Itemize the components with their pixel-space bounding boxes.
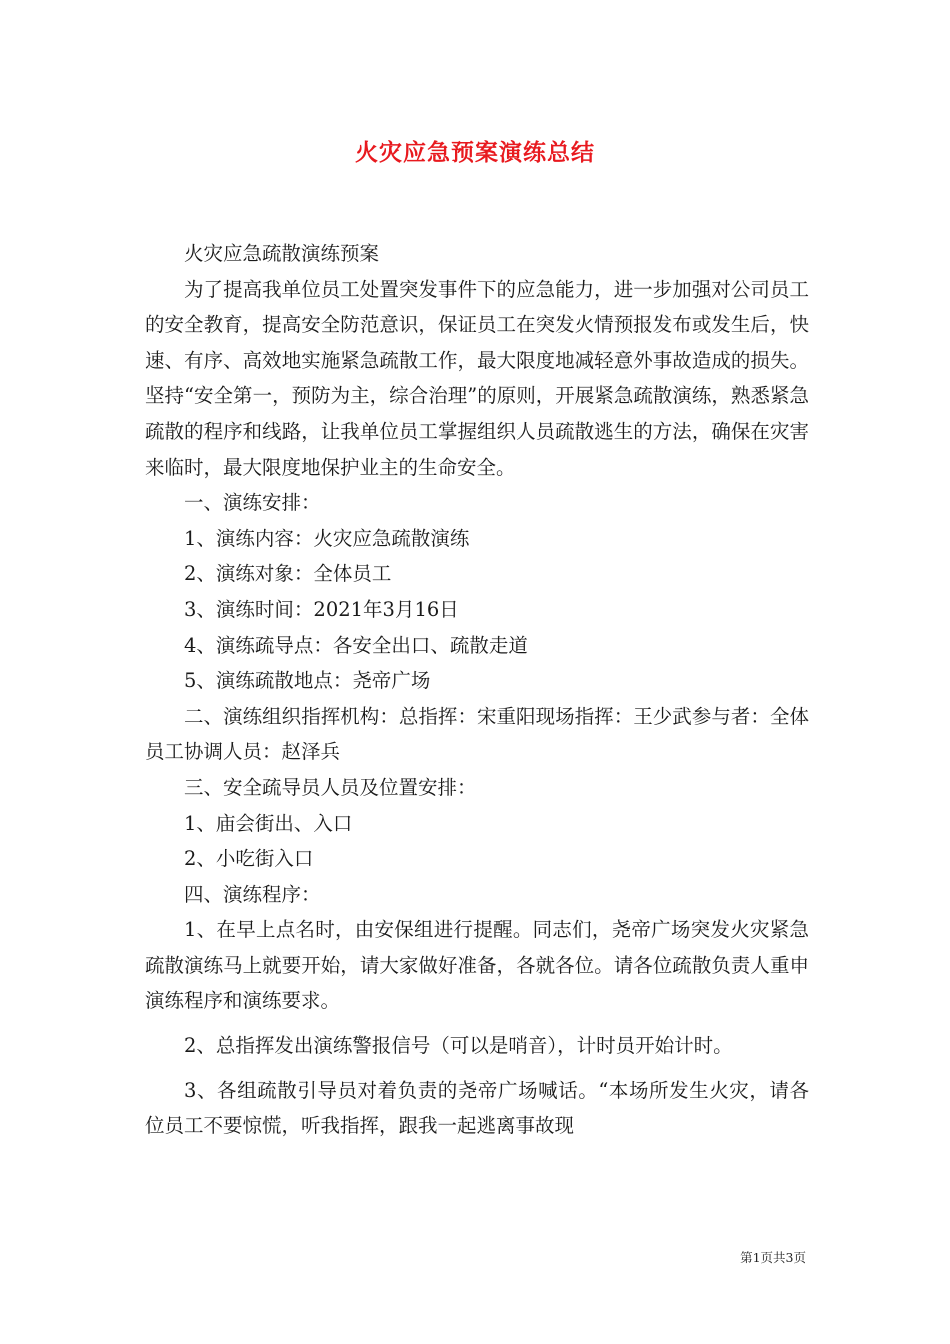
section-heading: 一、演练安排： (184, 491, 321, 515)
section-heading: 三、安全疏导员人员及位置安排： (184, 775, 477, 799)
section-heading: 火灾应急疏散演练预案 (184, 242, 380, 265)
list-item: 4、演练疏导点：各安全出口、疏散走道 (184, 633, 528, 657)
list-item: 5、演练疏散地点：尧帝广场 (184, 669, 431, 693)
section-paragraph: 二、演练组织指挥机构：总指挥：宋重阳现场指挥：王少武参与者：全体员工协调人员：赵泽兵 (145, 704, 809, 764)
list-item: 1、庙会街出、入口 (184, 811, 353, 835)
procedure-step: 1、在早上点名时，由安保组进行提醒。同志们，尧帝广场突发火灾紧急疏散演练马上就要开始，请大家做好准备，各就各位。请各位疏散负责人重申演练程序和演练要求。 (145, 918, 809, 1013)
list-item: 3、演练时间：2021年3月16日 (184, 597, 459, 621)
procedure-step: 2、总指挥发出演练警报信号（可以是哨音），计时员开始计时。 (184, 1034, 733, 1058)
list-item: 2、小吃街入口 (184, 847, 314, 871)
section-heading: 四、演练程序： (184, 882, 321, 906)
document-body (145, 236, 809, 1144)
procedure-step: 3、各组疏散引导员对着负责的尧帝广场喊话。“本场所发生火灾，请各位员工不要惊慌，听我指挥，跟我一起逃离事故现 (145, 1078, 809, 1138)
list-item: 1、演练内容：火灾应急疏散演练 (184, 526, 470, 550)
document-title: 火灾应急预案演练总结 (355, 139, 595, 166)
list-item: 2、演练对象：全体员工 (184, 562, 392, 586)
intro-paragraph: 为了提高我单位员工处置突发事件下的应急能力，进一步加强对公司员工的安全教育，提高安全防范意识，保证员工在突发火情预报发布或发生后，快速、有序、高效地实施紧急疏散工作，最大限度地减轻意外事故造成的损失。坚持“安全第一，预防为主，综合治理”的原则，开展紧急疏散演练，熟悉紧急疏散的程序和线路，让我单位员工掌握组织人员疏散逃生的方法，确保在灾害来临时，最大限度地保护业主的生命安全。 (145, 277, 809, 479)
page-number: 第1页共3页 (740, 1250, 806, 1265)
